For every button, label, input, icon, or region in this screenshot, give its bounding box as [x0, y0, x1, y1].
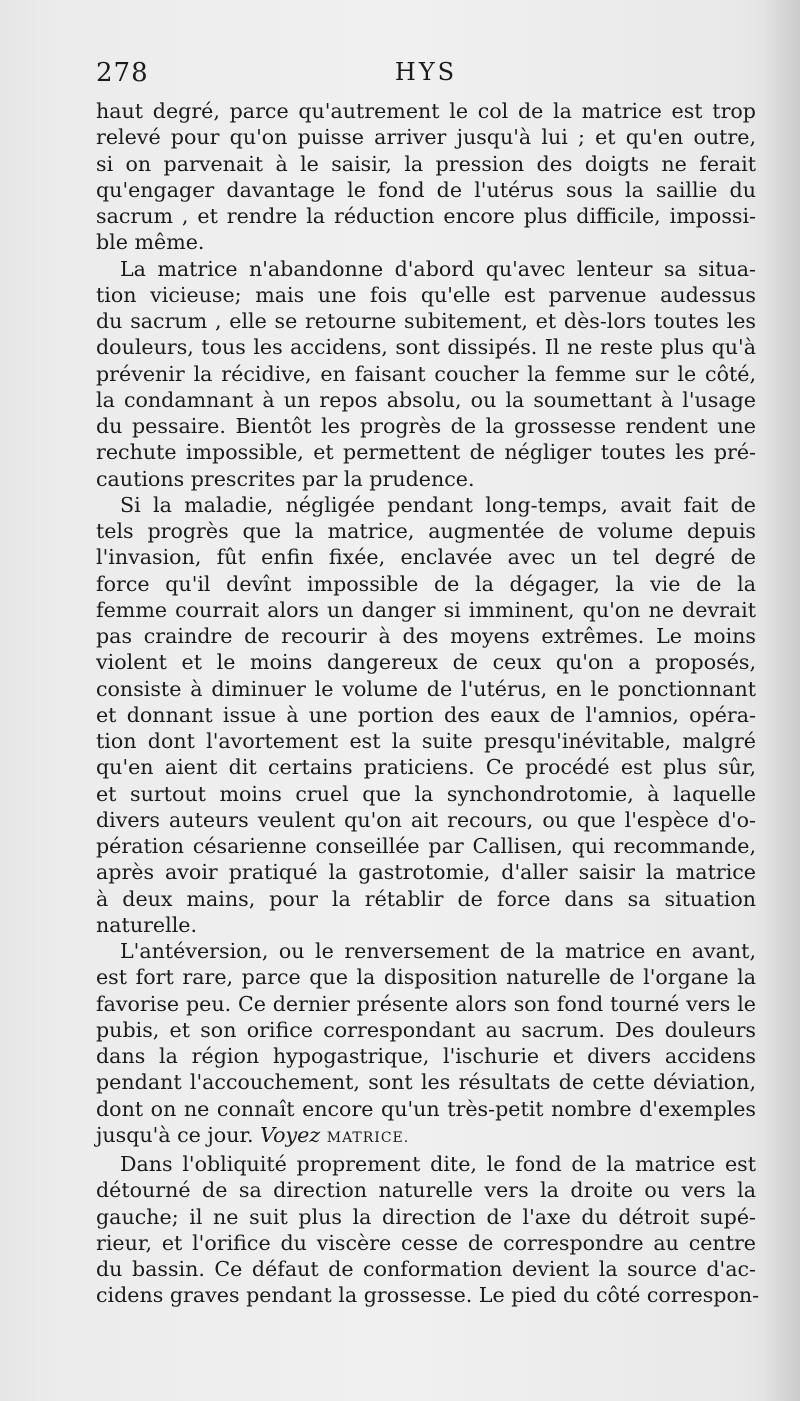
text-line: ble même. — [96, 230, 205, 255]
text-line: sacrum , et rendre la réduction encore plus difficile, impossi- — [96, 204, 756, 228]
text-line: L'antéversion, ou le renversement de la matrice en avant, — [120, 939, 756, 963]
text-line: pendant l'accouchement, sont les résultats de cette déviation, — [96, 1070, 756, 1095]
final-line-text: jusqu'à ce jour. — [96, 1122, 254, 1147]
text-line: femme courrait alors un danger si imminent, qu'on ne devrait — [96, 597, 756, 622]
paragraph — [96, 98, 756, 256]
text-line: l'invasion, fût enfin fixée, enclavée avec un tel degré de — [96, 545, 756, 570]
paragraph — [96, 1151, 760, 1309]
text-line: divers auteurs veulent qu'on ait recours, ou que l'espèce d'o- — [96, 807, 756, 832]
text-line: rechute impossible, et permettent de négliger toutes les pré- — [96, 440, 756, 465]
text-line: du bassin. Ce défaut de conformation devient la source d'ac- — [96, 1257, 756, 1281]
text-line: La matrice n'abandonne d'abord qu'avec lenteur sa situa- — [120, 256, 756, 281]
text-line: est fort rare, parce que la disposition naturelle de l'organe la — [96, 965, 756, 990]
cross-reference-target: MATRICE. — [326, 1129, 410, 1146]
text-line: cidens graves pendant la grossesse. Le pied du côté correspon- — [96, 1283, 760, 1308]
text-line: tion vicieuse; mais une fois qu'elle est parvenue audessus — [96, 282, 756, 307]
text-line: tels progrès que la matrice, augmentée de volume depuis — [96, 519, 756, 543]
page-number: 278 — [96, 58, 149, 88]
text-line: naturelle. — [96, 912, 198, 937]
text-line: tion dont l'avortement est la suite presqu'inévitable, malgré — [96, 729, 756, 753]
text-line: pubis, et son orifice correspondant au sacrum. Des douleurs — [96, 1017, 756, 1042]
text-line: après avoir pratiqué la gastrotomie, d'aller saisir la matrice — [96, 860, 756, 885]
page-edge-shadow — [764, 0, 800, 1401]
text-line: dont on ne connaît encore qu'un très-petit nombre d'exemples — [96, 1096, 756, 1121]
text-line: relevé pour qu'on puisse arriver jusqu'à lui ; et qu'en outre, — [96, 125, 756, 150]
text-line: pas craindre de recourir à des moyens extrêmes. Le moins — [96, 624, 756, 648]
text-line: prévenir la récidive, en faisant coucher la femme sur le côté, — [96, 361, 756, 386]
text-line: pération césarienne conseillée par Callisen, qui recommande, — [96, 834, 756, 858]
text-line: favorise peu. Ce dernier présente alors son fond tourné vers le — [96, 991, 756, 1016]
text-line: rieur, et l'orifice du viscère cesse de correspondre au centre — [96, 1230, 756, 1255]
text-line: violent et le moins dangereux de ceux qu'on a proposés, — [96, 650, 756, 675]
text-line: si on parvenait à le saisir, la pression des doigts ne ferait — [96, 151, 756, 176]
text-body — [96, 98, 760, 1309]
paragraph — [96, 492, 756, 938]
running-head: HYS — [394, 58, 458, 86]
text-line: gauche; il ne suit plus la direction de l'axe du détroit supé- — [96, 1204, 756, 1229]
text-line: douleurs, tous les accidens, sont dissipés. Il ne reste plus qu'à — [96, 335, 756, 360]
text-line: du pessaire. Bientôt les progrès de la grossesse rendent une — [96, 414, 756, 438]
text-line — [96, 1122, 756, 1151]
text-line: qu'en aient dit certains praticiens. Ce procédé est plus sûr, — [96, 755, 756, 780]
text-line: force qu'il devînt impossible de la dégager, la vie de la — [96, 571, 756, 596]
text-line: détourné de sa direction naturelle vers la droite ou vers la — [96, 1178, 756, 1203]
text-line: à deux mains, pour la rétablir de force dans sa situation — [96, 886, 756, 911]
paragraph — [96, 938, 756, 1151]
text-line: qu'engager davantage le fond de l'utérus sous la saillie du — [96, 177, 756, 202]
text-line: la condamnant à un repos absolu, ou la soumettant à l'usage — [96, 387, 756, 412]
text-line: Si la maladie, négligée pendant long-temps, avait fait de — [120, 492, 756, 517]
text-line: consiste à diminuer le volume de l'utérus, en le ponctionnant — [96, 676, 756, 701]
text-line: dans la région hypogastrique, l'ischurie et divers accidens — [96, 1044, 756, 1068]
text-line: haut degré, parce qu'autrement le col de la matrice est trop — [96, 99, 756, 123]
text-line: cautions prescrites par la prudence. — [96, 466, 475, 491]
text-line: et surtout moins cruel que la synchondrotomie, à laquelle — [96, 781, 756, 806]
text-line: Dans l'obliquité proprement dite, le fond de la matrice est — [120, 1152, 756, 1176]
text-line: du sacrum , elle se retourne subitement, et dès-lors toutes les — [96, 309, 756, 333]
page-header — [96, 58, 756, 94]
cross-reference-voyez: Voyez — [260, 1122, 321, 1147]
paragraph — [96, 256, 756, 492]
text-line: et donnant issue à une portion des eaux de l'amnios, opéra- — [96, 702, 756, 727]
